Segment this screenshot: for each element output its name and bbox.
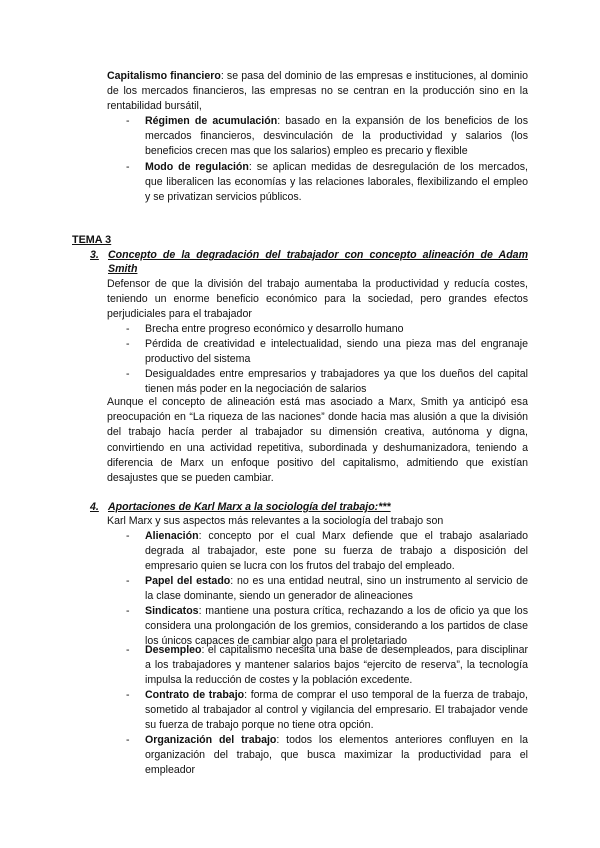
bullet-dash: - bbox=[126, 338, 130, 350]
capitalismo-text: : se pasa del dominio de las empresas e instituciones, al dominio de los mercados financieros, las empresas no se centran en la producción sino en la rentabilidad bursátil, bbox=[107, 70, 528, 113]
alienacion-bold: Alienación bbox=[145, 530, 199, 542]
desempleo-item bbox=[145, 643, 528, 689]
sindicatos-bold: Sindicatos bbox=[145, 605, 199, 617]
modo-bold: Modo de regulación bbox=[145, 161, 249, 173]
bullet-dash: - bbox=[126, 368, 130, 380]
section3-bullet: Desigualdades entre empresarios y trabajadores ya que los dueños del capital tienen más poder en la negociación de salarios bbox=[145, 368, 528, 396]
organizacion-bold: Organización del trabajo bbox=[145, 734, 277, 746]
section3-intro: Defensor de que la división del trabajo aumentaba la productividad y reducía costes, teniendo un enorme beneficio económico para la sociedad, pero grandes efectos perjudiciales para el trabajador bbox=[107, 278, 528, 321]
section3-bullet: Pérdida de creatividad e intelectualidad, siendo una pieza mas del engranaje productivo del sistema bbox=[145, 338, 528, 366]
sindicatos-text: : mantiene una postura crítica, rechazando a los de oficio ya que los considera una prolongación de los gremios, considerando a los partidos de clase los únicos capaces de cambiar algo para el proletariado bbox=[145, 605, 528, 648]
regimen-item bbox=[145, 114, 528, 160]
alienacion-item bbox=[145, 529, 528, 575]
alienacion-text: : concepto por el cual Marx defiende que el trabajo asalariado degrada al trabajador, este pone su fuerza de trabajo a disposición del empresario quien se lucra con los frutos del trabajo del empleado. bbox=[145, 530, 528, 573]
desempleo-text: : el capitalismo necesita una base de desempleados, para disciplinar a los trabajadores y mantener salarios bajos “ejercito de reserva”, la tecnología impulsa la reducción de costes y la población excedente. bbox=[145, 644, 528, 687]
bullet-dash: - bbox=[126, 734, 130, 746]
section4-heading: Aportaciones de Karl Marx a la sociología del trabajo:*** bbox=[108, 501, 391, 513]
bullet-dash: - bbox=[126, 605, 130, 617]
bullet-dash: - bbox=[126, 161, 130, 173]
bullet-dash: - bbox=[126, 689, 130, 701]
section3-heading: Concepto de la degradación del trabajador con concepto alineación de Adam Smith bbox=[108, 249, 528, 275]
modo-text: : se aplican medidas de desregulación de los mercados, que liberalicen las economías y las relaciones laborales, flexibilizando el empleo y se privatizan servicios públicos. bbox=[145, 161, 528, 204]
contrato-text: : forma de comprar el uso temporal de la fuerza de trabajo, sometido al trabajador al control y vigilancia del empresario. El trabajador vende su fuerza de trabajo porque no tiene otra opción. bbox=[145, 689, 528, 732]
regimen-text: : basado en la expansión de los beneficios de los mercados financieros, desvinculación de la productividad y salarios (los beneficios crecen mas que los salarios) empleo es precario y flexible bbox=[145, 115, 528, 158]
estado-bold: Papel del estado bbox=[145, 575, 231, 587]
estado-text: : no es una entidad neutral, sino un instrumento al servicio de la clase dominante, siendo un generador de alineaciones bbox=[145, 575, 529, 603]
section3-number: 3. bbox=[90, 249, 99, 261]
section3-bullet: Brecha entre progreso económico y desarrollo humano bbox=[145, 323, 404, 335]
organizacion-text: : todos los elementos anteriores confluyen en la organización del trabajo, que busca maximizar la productividad para el empleador bbox=[145, 734, 528, 777]
desempleo-bold: Desempleo bbox=[145, 644, 202, 656]
section4-number: 4. bbox=[90, 501, 99, 513]
organizacion-item bbox=[145, 733, 528, 779]
bullet-dash: - bbox=[126, 575, 130, 587]
section3-closing: Aunque el concepto de alineación está mas asociado a Marx, Smith ya anticipó esa preocupación en “La riqueza de las naciones” donde hacia mas alusión a que la división del trabajo hacía perder al trabajador su dimensión creativa, autónoma y digna, convirtiendo en una actividad repetitiva, subordinada y deshumanizadora, teniendo a diferencia de Marx un enfoque positivo del capitalismo, admitiendo que existían desajustes que se pueden cambiar. bbox=[107, 396, 528, 485]
section4-intro: Karl Marx y sus aspectos más relevantes a la sociología del trabajo son bbox=[107, 515, 444, 527]
bullet-dash: - bbox=[126, 323, 130, 335]
capitalismo-bold: Capitalismo financiero bbox=[107, 70, 221, 82]
estado-item bbox=[145, 574, 528, 604]
contrato-bold: Contrato de trabajo bbox=[145, 689, 245, 701]
tema-title: TEMA 3 bbox=[72, 234, 112, 246]
bullet-dash: - bbox=[126, 530, 130, 542]
bullet-dash: - bbox=[126, 644, 130, 656]
capitalismo-paragraph bbox=[107, 69, 528, 115]
contrato-item bbox=[145, 688, 528, 734]
regimen-bold: Régimen de acumulación bbox=[145, 115, 278, 127]
bullet-dash: - bbox=[126, 115, 130, 127]
modo-item bbox=[145, 160, 528, 206]
